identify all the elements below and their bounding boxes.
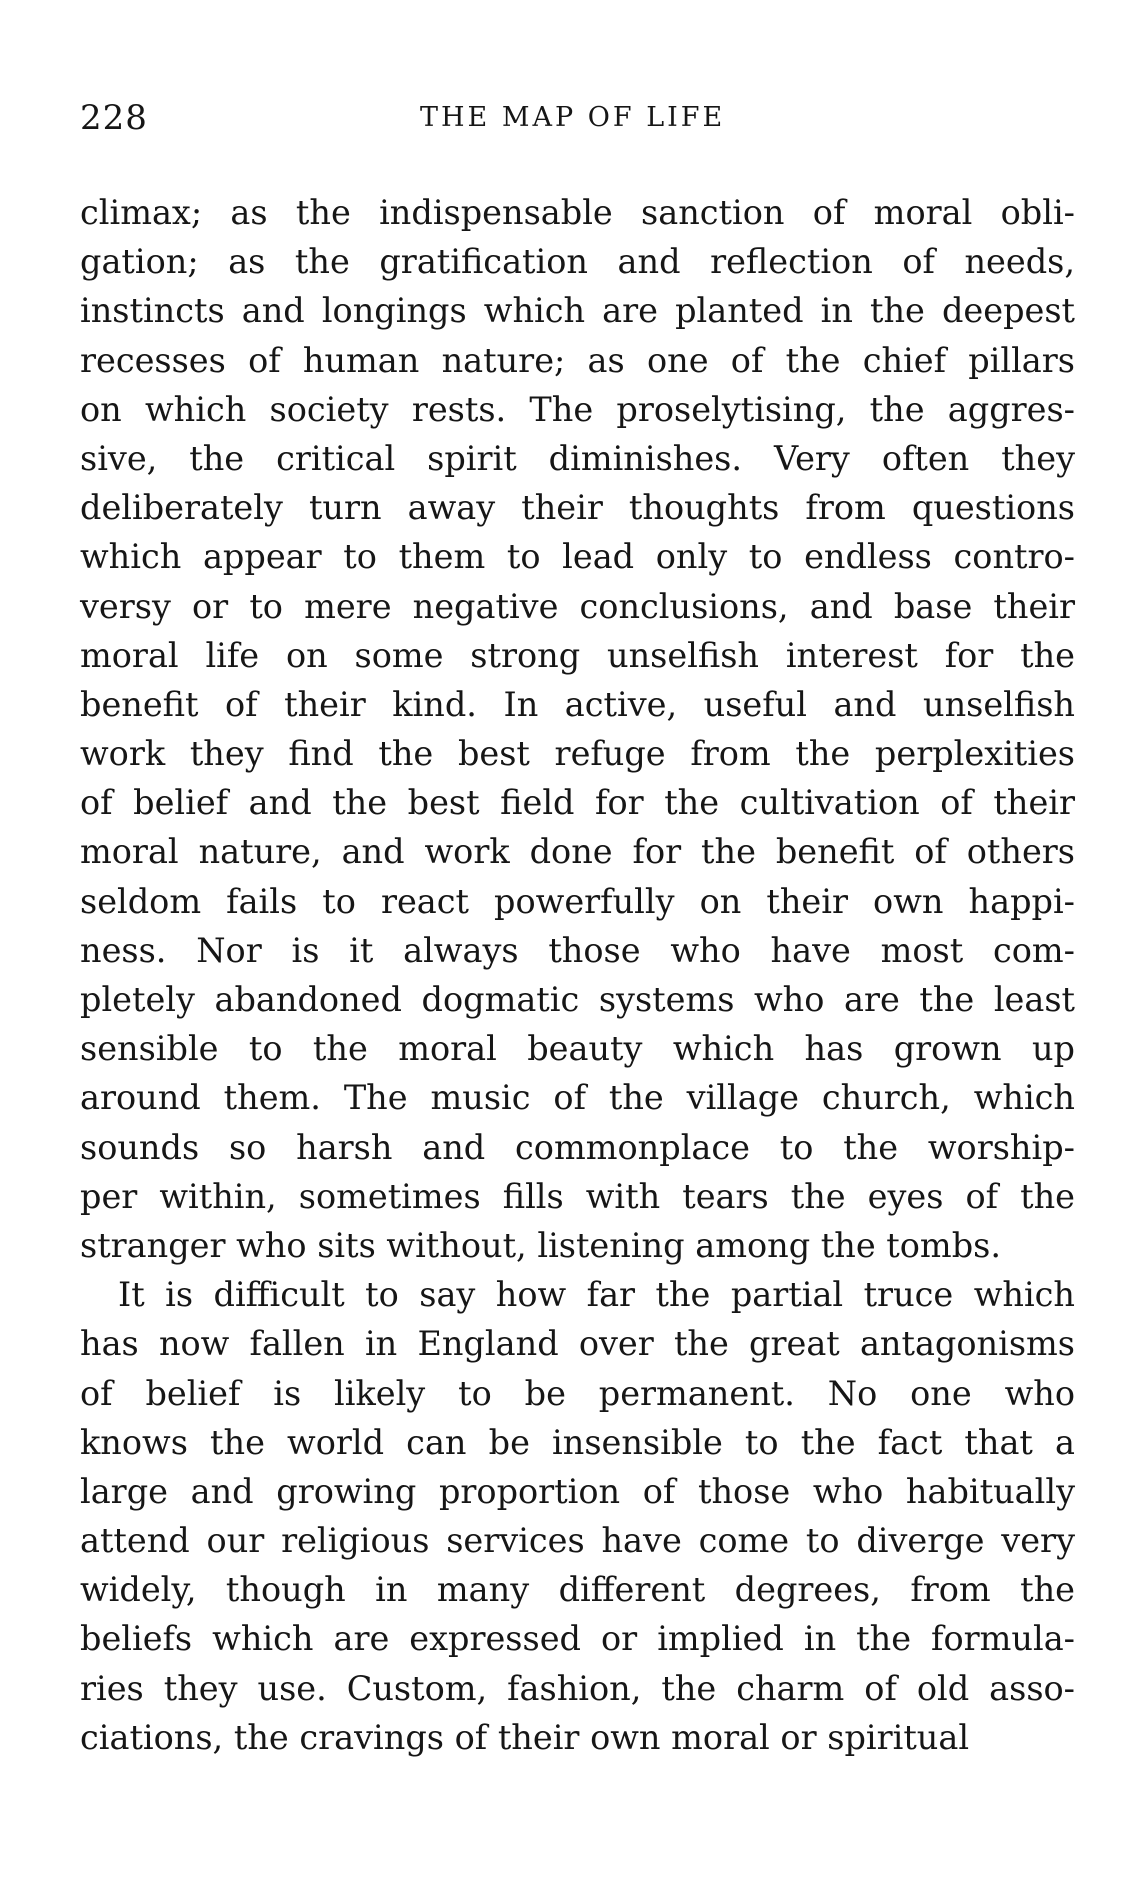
text-line: knows the world can be insensible to the fact that a	[80, 1422, 1075, 1462]
text-line: around them. The music of the village church, which	[80, 1078, 1075, 1118]
text-line: of belief is likely to be permanent. No one who	[80, 1373, 1075, 1413]
text-line: instincts and longings which are planted in the deepest	[80, 291, 1075, 331]
text-line: climax; as the indispensable sanction of moral obli-	[80, 193, 1075, 232]
text-line: gation; as the gratification and reflection of needs,	[80, 242, 1075, 282]
paragraph-2	[80, 1270, 1075, 1762]
text-line: recesses of human nature; as one of the chief pillars	[80, 340, 1075, 380]
text-line: has now fallen in England over the great antagonisms	[80, 1324, 1075, 1364]
text-line: deliberately turn away their thoughts from questions	[80, 488, 1075, 528]
text-line: large and growing proportion of those who habitually	[80, 1471, 1075, 1511]
text-line: ries they use. Custom, fashion, the charm of old asso-	[80, 1668, 1075, 1708]
text-line: work they find the best refuge from the perplexities	[80, 734, 1075, 774]
text-line: seldom fails to react powerfully on their own happi-	[80, 881, 1075, 921]
text-line: ness. Nor is it always those who have most com-	[80, 930, 1075, 970]
text-line: benefit of their kind. In active, useful and unselfish	[80, 684, 1075, 724]
text-line: sensible to the moral beauty which has grown up	[80, 1029, 1075, 1069]
text-line: of belief and the best field for the cultivation of their	[80, 783, 1075, 823]
paragraph-1	[80, 188, 1075, 1270]
text-line: moral nature, and work done for the benefit of others	[80, 832, 1075, 872]
text-line: stranger who sits without, listening among the tombs.	[80, 1225, 1001, 1265]
text-line: ciations, the cravings of their own moral or spiritual	[80, 1717, 970, 1757]
text-line: versy or to mere negative conclusions, and base their	[80, 586, 1075, 626]
text-line: sounds so harsh and commonplace to the worship-	[80, 1127, 1075, 1167]
page-header	[80, 98, 1075, 142]
text-line: pletely abandoned dogmatic systems who are the least	[80, 980, 1075, 1019]
text-line: attend our religious services have come to diverge very	[80, 1521, 1075, 1561]
body-text	[80, 188, 1075, 1762]
page-number: 228	[80, 98, 148, 138]
running-head: THE MAP OF LIFE	[420, 102, 726, 133]
text-line: per within, sometimes fills with tears the eyes of the	[80, 1176, 1075, 1216]
text-line: It is difficult to say how far the partial truce which	[118, 1275, 1075, 1315]
text-line: beliefs which are expressed or implied in the formula-	[80, 1619, 1075, 1659]
text-line: which appear to them to lead only to endless contro-	[80, 537, 1075, 577]
text-line: moral life on some strong unselfish interest for the	[80, 635, 1075, 675]
text-line: sive, the critical spirit diminishes. Very often they	[80, 438, 1075, 478]
text-line: widely, though in many different degrees, from the	[80, 1570, 1075, 1610]
text-line: on which society rests. The proselytising, the aggres-	[80, 389, 1075, 429]
